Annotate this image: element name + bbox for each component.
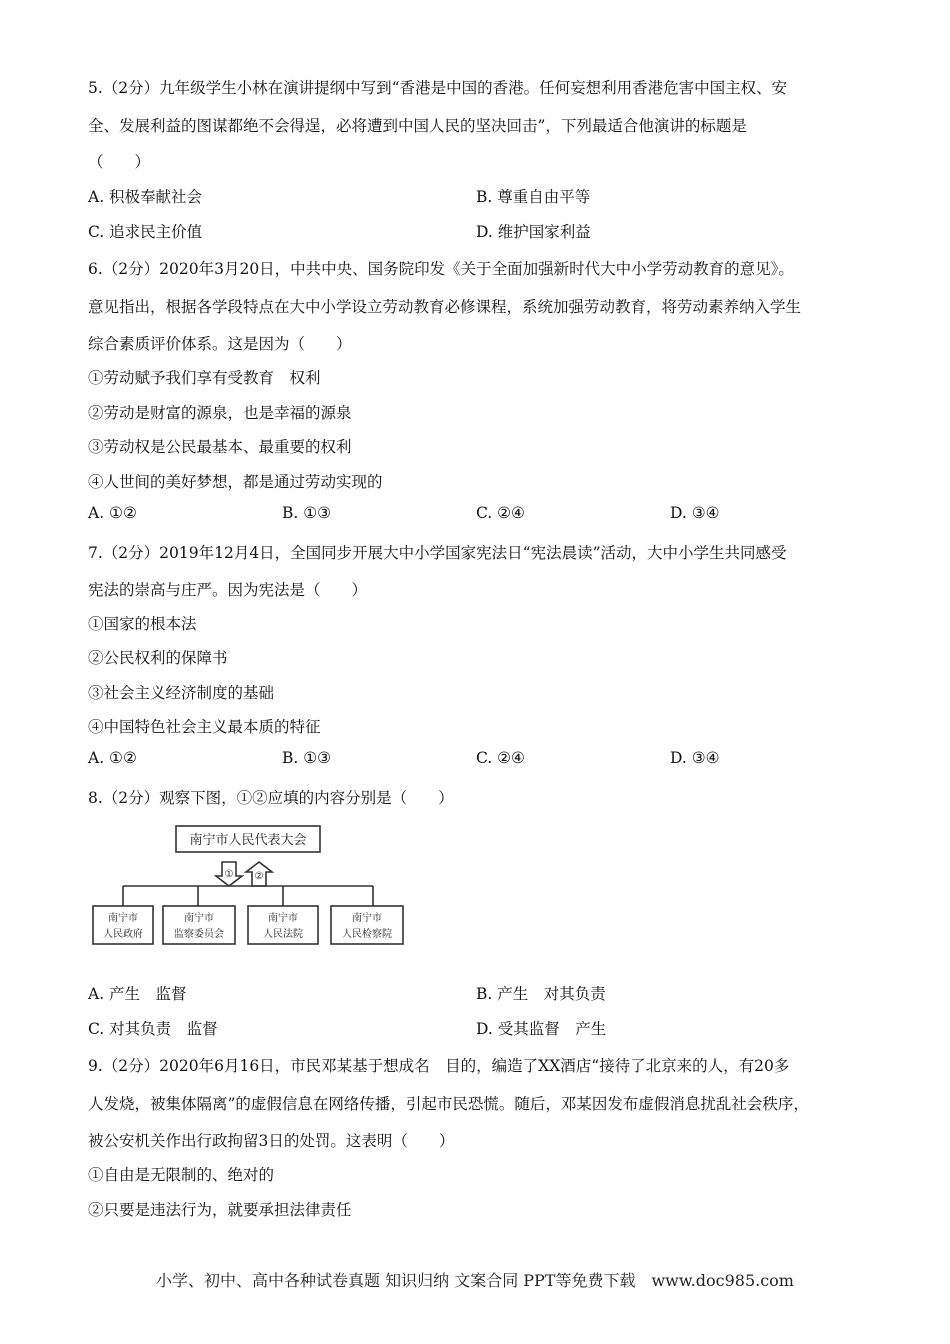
- q6-stem-line2: 意见指出，根据各学段特点在大中小学设立劳动教育必修课程，系统加强劳动教育，将劳动素养纳入学生: [88, 298, 802, 316]
- q6-statement-4: ④人世间的美好梦想，都是通过劳动实现的: [88, 473, 383, 491]
- q8-option-b: B. 产生 对其负责: [476, 985, 606, 1003]
- q8-stem-line1: 8.（2分）观察下图，①②应填的内容分别是（ ）: [88, 789, 454, 807]
- q7-stem-line2: 宪法的崇高与庄严。因为宪法是（ ）: [88, 581, 368, 599]
- q9-stem-line3: 被公安机关作出行政拘留3日的处罚。这表明（ ）: [88, 1132, 455, 1150]
- q5-stem-line1: 5.（2分）九年级学生小林在演讲提纲中写到“香港是中国的香港。任何妄想利用香港危害中国主权、安: [88, 79, 788, 97]
- q5-stem-line3: （ ）: [88, 153, 151, 171]
- q7-stem-line1: 7.（2分）2019年12月4日，全国同步开展大中小学国家宪法日“宪法晨读”活动，大中小学生共同感受: [88, 544, 787, 562]
- diagram-box-3-line2: 人民法院: [263, 929, 303, 940]
- diagram-box-2-line1: 南宁市: [184, 913, 214, 924]
- q7-option-c: C. ②④: [476, 749, 525, 767]
- q7-option-a: A. ①②: [88, 749, 137, 767]
- q5-option-a: A. 积极奉献社会: [88, 188, 203, 206]
- q6-option-c: C. ②④: [476, 504, 525, 522]
- q7-option-d: D. ③④: [670, 749, 720, 767]
- diagram-box-3-line1: 南宁市: [268, 913, 298, 924]
- page-footer: 小学、初中、高中各种试卷真题 知识归纳 文案合同 PPT等免费下载 www.doc985.com: [156, 1271, 794, 1290]
- diagram-arrow-1-label: ①: [224, 869, 234, 880]
- q7-statement-4: ④中国特色社会主义最本质的特征: [88, 718, 321, 736]
- q5-option-b: B. 尊重自由平等: [476, 188, 591, 206]
- q5-option-c: C. 追求民主价值: [88, 223, 203, 241]
- q8-option-d: D. 受其监督 产生: [476, 1020, 607, 1038]
- diagram-box-2-line2: 监察委员会: [174, 929, 224, 940]
- q7-statement-1: ①国家的根本法: [88, 615, 197, 633]
- q6-statement-2: ②劳动是财富的源泉，也是幸福的源泉: [88, 404, 352, 422]
- q7-statement-2: ②公民权利的保障书: [88, 649, 228, 667]
- diagram-box-1-line2: 人民政府: [103, 929, 143, 940]
- q6-stem-line1: 6.（2分）2020年3月20日，中共中央、国务院印发《关于全面加强新时代大中小学劳动教育的意见》。: [88, 260, 794, 278]
- q6-option-b: B. ①③: [282, 504, 332, 522]
- diagram-arrow-2-label: ②: [254, 871, 264, 882]
- q6-statement-3: ③劳动权是公民最基本、最重要的权利: [88, 438, 352, 456]
- diagram-box-1-line1: 南宁市: [108, 913, 138, 924]
- q7-option-b: B. ①③: [282, 749, 332, 767]
- q8-option-a: A. 产生 监督: [88, 985, 187, 1003]
- diagram-box-4-line1: 南宁市: [352, 913, 382, 924]
- diagram-top-label: 南宁市人民代表大会: [189, 833, 307, 848]
- q6-statement-1: ①劳动赋予我们享有受教育 权利: [88, 369, 321, 387]
- q9-stem-line2: 人发烧，被集体隔离”的虚假信息在网络传播，引起市民恐慌。随后，邓某因发布虚假消息扰乱社会秩序，: [88, 1095, 809, 1113]
- diagram-box-4-line2: 人民检察院: [342, 929, 392, 940]
- q6-option-a: A. ①②: [88, 504, 137, 522]
- q6-option-d: D. ③④: [670, 504, 720, 522]
- q9-statement-2: ②只要是违法行为，就要承担法律责任: [88, 1201, 352, 1219]
- q8-organization-diagram: [88, 820, 408, 950]
- q6-stem-line3: 综合素质评价体系。这是因为（ ）: [88, 335, 352, 353]
- q8-option-c: C. 对其负责 监督: [88, 1020, 218, 1038]
- q9-stem-line1: 9.（2分）2020年6月16日，市民邓某基于想成名 目的，编造了XX酒店“接待了北京来的人，有20多: [88, 1057, 790, 1075]
- q9-statement-1: ①自由是无限制的、绝对的: [88, 1166, 275, 1184]
- q5-option-d: D. 维护国家利益: [476, 223, 591, 241]
- q7-statement-3: ③社会主义经济制度的基础: [88, 684, 275, 702]
- q5-stem-line2: 全、发展利益的图谋都绝不会得逞，必将遭到中国人民的坚决回击”，下列最适合他演讲的标题是: [88, 117, 747, 135]
